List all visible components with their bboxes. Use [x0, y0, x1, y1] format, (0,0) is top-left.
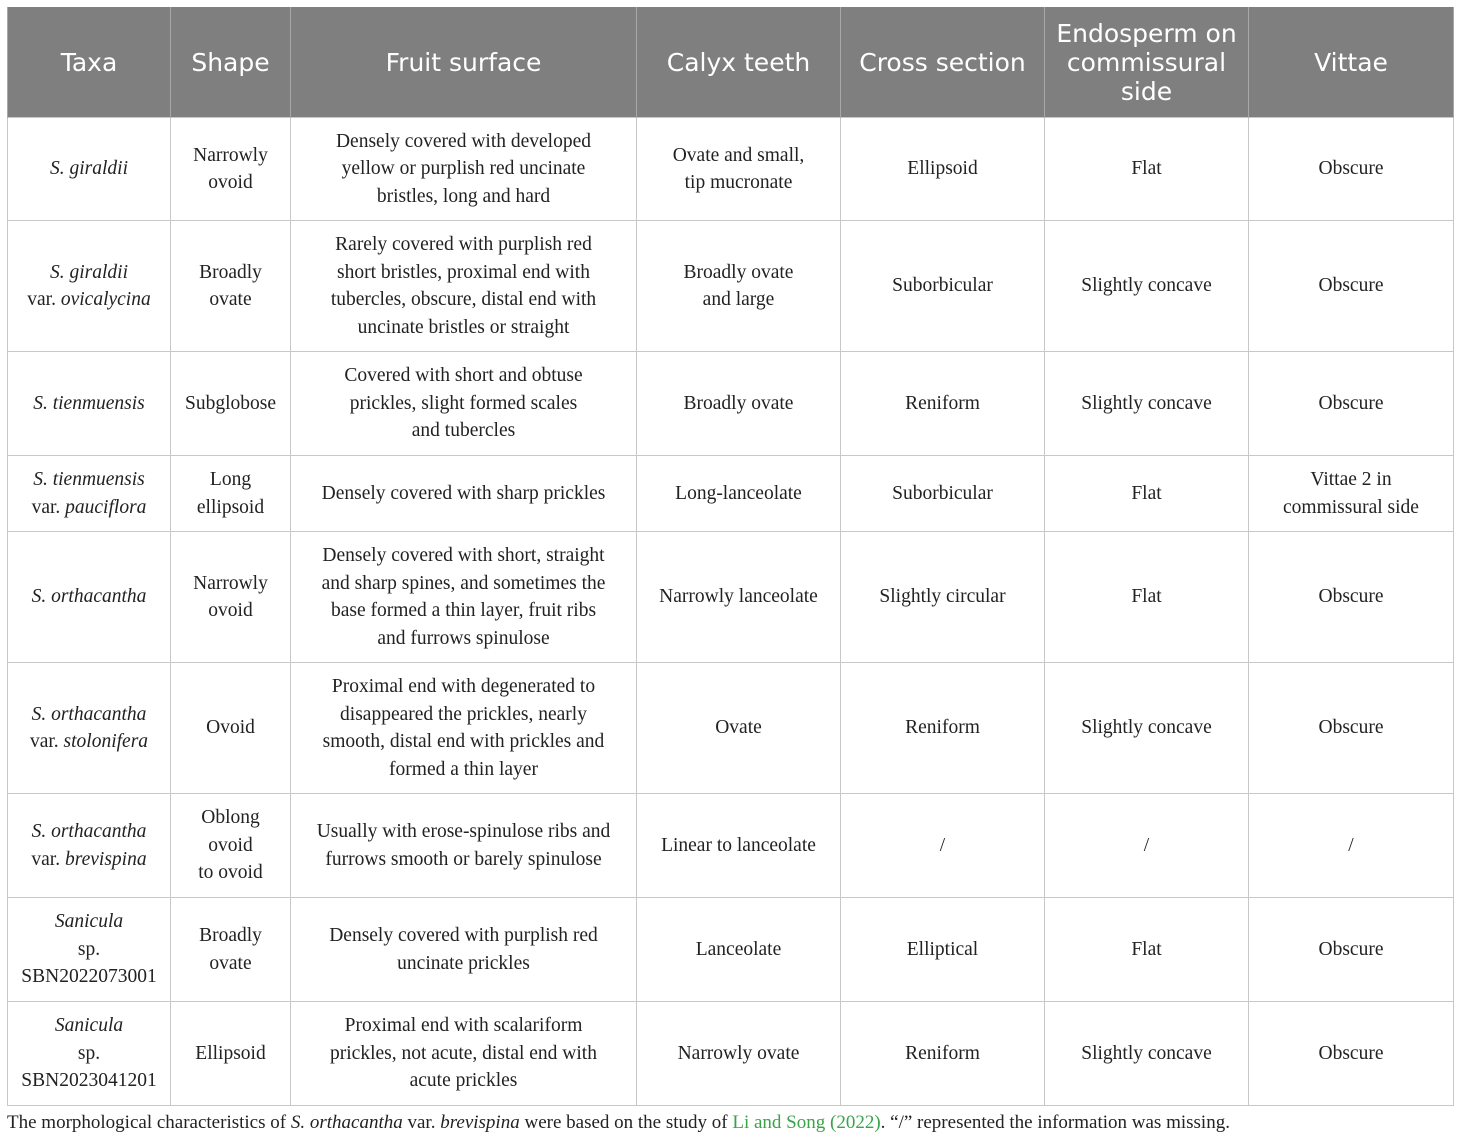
fruit-line: Densely covered with short, straight	[322, 545, 605, 566]
taxon-name: S. orthacantha	[31, 586, 147, 608]
taxon-variety: ovicalycina	[60, 289, 151, 310]
shape-line: ovoid	[208, 834, 253, 856]
taxon-rank: sp.	[77, 938, 101, 960]
taxon-variety: brevispina	[64, 848, 147, 870]
cell-cross-section: Suborbicular	[841, 456, 1045, 532]
fruit-line: acute prickles	[409, 1070, 518, 1092]
taxon-rank: var.	[29, 731, 59, 752]
cell-calyx-teeth: Linear to lanceolate	[637, 794, 841, 898]
fruit-line: bristles, long and hard	[376, 185, 551, 207]
fruit-line: Rarely covered with purplish red	[335, 234, 592, 255]
fruit-line: furrows smooth or barely spinulose	[325, 848, 602, 870]
cell-endosperm: /	[1045, 794, 1249, 898]
shape-line: to ovoid	[198, 862, 263, 884]
cell-taxa	[8, 532, 171, 663]
cell-cross-section: Reniform	[841, 352, 1045, 456]
taxon-name: Sanicula	[54, 1015, 124, 1037]
fruit-line: and tubercles	[411, 420, 516, 442]
cell-cross-section: Reniform	[841, 1002, 1045, 1106]
cell-cross-section: Slightly circular	[841, 532, 1045, 663]
shape-line: Long	[209, 469, 252, 490]
cell-fruit-surface	[291, 898, 637, 1002]
taxon-name: S. giraldii	[49, 158, 128, 180]
taxon-name: S. tienmuensis	[33, 469, 145, 490]
shape-line: Oblong	[201, 807, 260, 829]
calyx-line: tip mucronate	[684, 172, 793, 193]
cell-shape	[171, 898, 291, 1002]
cell-vittae: /	[1249, 794, 1454, 898]
table-row	[8, 1002, 1454, 1106]
cell-shape	[171, 532, 291, 663]
header-shape: Shape	[171, 7, 291, 118]
calyx-line: and large	[702, 289, 775, 310]
taxon-name: Sanicula	[54, 911, 124, 933]
fruit-line: smooth, distal end with prickles and	[322, 731, 605, 752]
cell-fruit-surface: Densely covered with sharp prickles	[291, 456, 637, 532]
table-row	[8, 794, 1454, 898]
cell-endosperm: Flat	[1045, 118, 1249, 221]
cell-cross-section: Suborbicular	[841, 221, 1045, 352]
fruit-line: and sharp spines, and sometimes the	[321, 572, 606, 594]
fruit-line: disappeared the prickles, nearly	[340, 703, 587, 725]
cell-vittae: Obscure	[1249, 898, 1454, 1002]
cell-fruit-surface	[291, 352, 637, 456]
cell-fruit-surface	[291, 663, 637, 794]
taxon-rank: sp.	[77, 1042, 101, 1064]
calyx-line: Broadly ovate	[683, 261, 794, 283]
taxon-rank: var.	[27, 289, 56, 310]
fruit-line: uncinate prickles	[397, 952, 530, 974]
table-row	[8, 898, 1454, 1002]
vittae-line: commissural side	[1283, 496, 1419, 518]
taxon-specimen-code: SBN2022073001	[21, 966, 157, 988]
cell-vittae: Obscure	[1249, 352, 1454, 456]
calyx-line: Ovate and small,	[672, 144, 805, 166]
fruit-line: tubercles, obscure, distal end with	[330, 289, 597, 310]
header-row	[8, 7, 1454, 118]
table-row	[8, 532, 1454, 663]
shape-line: Broadly	[199, 261, 262, 283]
cell-shape: Ovoid	[171, 663, 291, 794]
taxon-name: S. orthacantha	[31, 821, 147, 842]
footnote-taxon: S. orthacantha	[290, 1112, 403, 1133]
cell-calyx-teeth	[637, 118, 841, 221]
footnote-text: were based on the study of	[519, 1112, 733, 1133]
fruit-line: prickles, slight formed scales	[349, 392, 578, 414]
cell-cross-section: Elliptical	[841, 898, 1045, 1002]
footnote-text: . “/” represented the information was missing.	[880, 1112, 1230, 1133]
shape-line: ovate	[209, 952, 252, 974]
cell-calyx-teeth: Long-lanceolate	[637, 456, 841, 532]
vittae-line: Vittae 2 in	[1310, 469, 1392, 490]
cell-vittae: Obscure	[1249, 532, 1454, 663]
fruit-line: and furrows spinulose	[377, 627, 550, 649]
shape-line: Narrowly	[193, 144, 268, 166]
cell-calyx-teeth: Narrowly lanceolate	[637, 532, 841, 663]
header-vittae: Vittae	[1249, 7, 1454, 118]
cell-fruit-surface	[291, 1002, 637, 1106]
cell-endosperm: Flat	[1045, 898, 1249, 1002]
taxon-variety: pauciflora	[65, 496, 147, 518]
shape-line: Broadly	[199, 925, 262, 946]
header-taxa: Taxa	[8, 7, 171, 118]
taxon-rank: var.	[31, 496, 61, 518]
fruit-line: base formed a thin layer, fruit ribs	[330, 600, 597, 621]
cell-vittae: Obscure	[1249, 118, 1454, 221]
fruit-line: Covered with short and obtuse	[344, 365, 583, 387]
cell-vittae: Obscure	[1249, 221, 1454, 352]
fruit-line: formed a thin layer	[389, 758, 538, 780]
footnote-text: The morphological characteristics of	[7, 1112, 291, 1133]
cell-cross-section: Reniform	[841, 663, 1045, 794]
cell-taxa	[8, 456, 171, 532]
header-cross-section: Cross section	[841, 7, 1045, 118]
fruit-line: Densely covered with developed	[335, 130, 592, 152]
cell-endosperm: Slightly concave	[1045, 352, 1249, 456]
cell-shape	[171, 456, 291, 532]
cell-shape: Subglobose	[171, 352, 291, 456]
header-endosperm-line: Endosperm on	[1056, 18, 1237, 48]
fruit-line: Proximal end with scalariform	[344, 1015, 583, 1037]
footnote-variety: brevispina	[440, 1112, 520, 1133]
cell-vittae: Obscure	[1249, 663, 1454, 794]
shape-line: Narrowly	[193, 572, 268, 594]
cell-taxa	[8, 1002, 171, 1106]
cell-taxa	[8, 118, 171, 221]
table-row	[8, 456, 1454, 532]
footnote-text: var.	[402, 1112, 441, 1133]
fruit-line: prickles, not acute, distal end with	[330, 1042, 597, 1064]
taxon-rank: var.	[31, 848, 61, 870]
cell-endosperm: Slightly concave	[1045, 663, 1249, 794]
header-endosperm-line: side	[1120, 76, 1173, 106]
cell-calyx-teeth: Lanceolate	[637, 898, 841, 1002]
cell-cross-section: /	[841, 794, 1045, 898]
taxon-name: S. giraldii	[49, 261, 128, 283]
shape-line: ellipsoid	[196, 496, 265, 518]
cell-shape	[171, 794, 291, 898]
cell-fruit-surface	[291, 532, 637, 663]
cell-endosperm: Flat	[1045, 532, 1249, 663]
table-row	[8, 118, 1454, 221]
cell-taxa	[8, 898, 171, 1002]
taxon-name: S. orthacantha	[31, 703, 147, 725]
table-row	[8, 221, 1454, 352]
shape-line: ovate	[209, 289, 252, 310]
cell-taxa	[8, 352, 171, 456]
cell-endosperm: Slightly concave	[1045, 1002, 1249, 1106]
table-row	[8, 663, 1454, 794]
cell-shape	[171, 118, 291, 221]
cell-calyx-teeth	[637, 221, 841, 352]
table-footnote	[7, 1111, 1230, 1135]
cell-vittae	[1249, 456, 1454, 532]
cell-endosperm: Slightly concave	[1045, 221, 1249, 352]
header-calyx-teeth: Calyx teeth	[637, 7, 841, 118]
header-endosperm	[1045, 7, 1249, 118]
cell-fruit-surface	[291, 118, 637, 221]
header-endosperm-line: commissural	[1066, 47, 1227, 77]
table-row	[8, 352, 1454, 456]
fruit-line: yellow or purplish red uncinate	[341, 158, 586, 180]
shape-line: ovoid	[208, 600, 253, 621]
shape-line: ovoid	[208, 172, 253, 193]
taxon-name: S. tienmuensis	[33, 392, 145, 414]
fruit-line: Densely covered with purplish red	[329, 925, 598, 946]
fruit-line: Proximal end with degenerated to	[331, 676, 596, 697]
cell-calyx-teeth: Ovate	[637, 663, 841, 794]
cell-calyx-teeth: Broadly ovate	[637, 352, 841, 456]
fruit-line: Usually with erose-spinulose ribs and	[316, 821, 611, 842]
cell-fruit-surface	[291, 794, 637, 898]
cell-endosperm: Flat	[1045, 456, 1249, 532]
taxon-specimen-code: SBN2023041201	[21, 1070, 157, 1092]
cell-taxa	[8, 663, 171, 794]
morphology-table	[7, 7, 1454, 1106]
citation-link[interactable]: Li and Song (2022)	[732, 1112, 881, 1133]
fruit-line: uncinate bristles or straight	[357, 316, 570, 338]
cell-shape	[171, 221, 291, 352]
cell-fruit-surface	[291, 221, 637, 352]
cell-taxa	[8, 794, 171, 898]
cell-shape: Ellipsoid	[171, 1002, 291, 1106]
cell-vittae: Obscure	[1249, 1002, 1454, 1106]
header-fruit-surface: Fruit surface	[291, 7, 637, 118]
cell-cross-section: Ellipsoid	[841, 118, 1045, 221]
fruit-line: short bristles, proximal end with	[337, 261, 590, 283]
taxon-variety: stolonifera	[63, 731, 149, 752]
cell-calyx-teeth: Narrowly ovate	[637, 1002, 841, 1106]
cell-taxa	[8, 221, 171, 352]
